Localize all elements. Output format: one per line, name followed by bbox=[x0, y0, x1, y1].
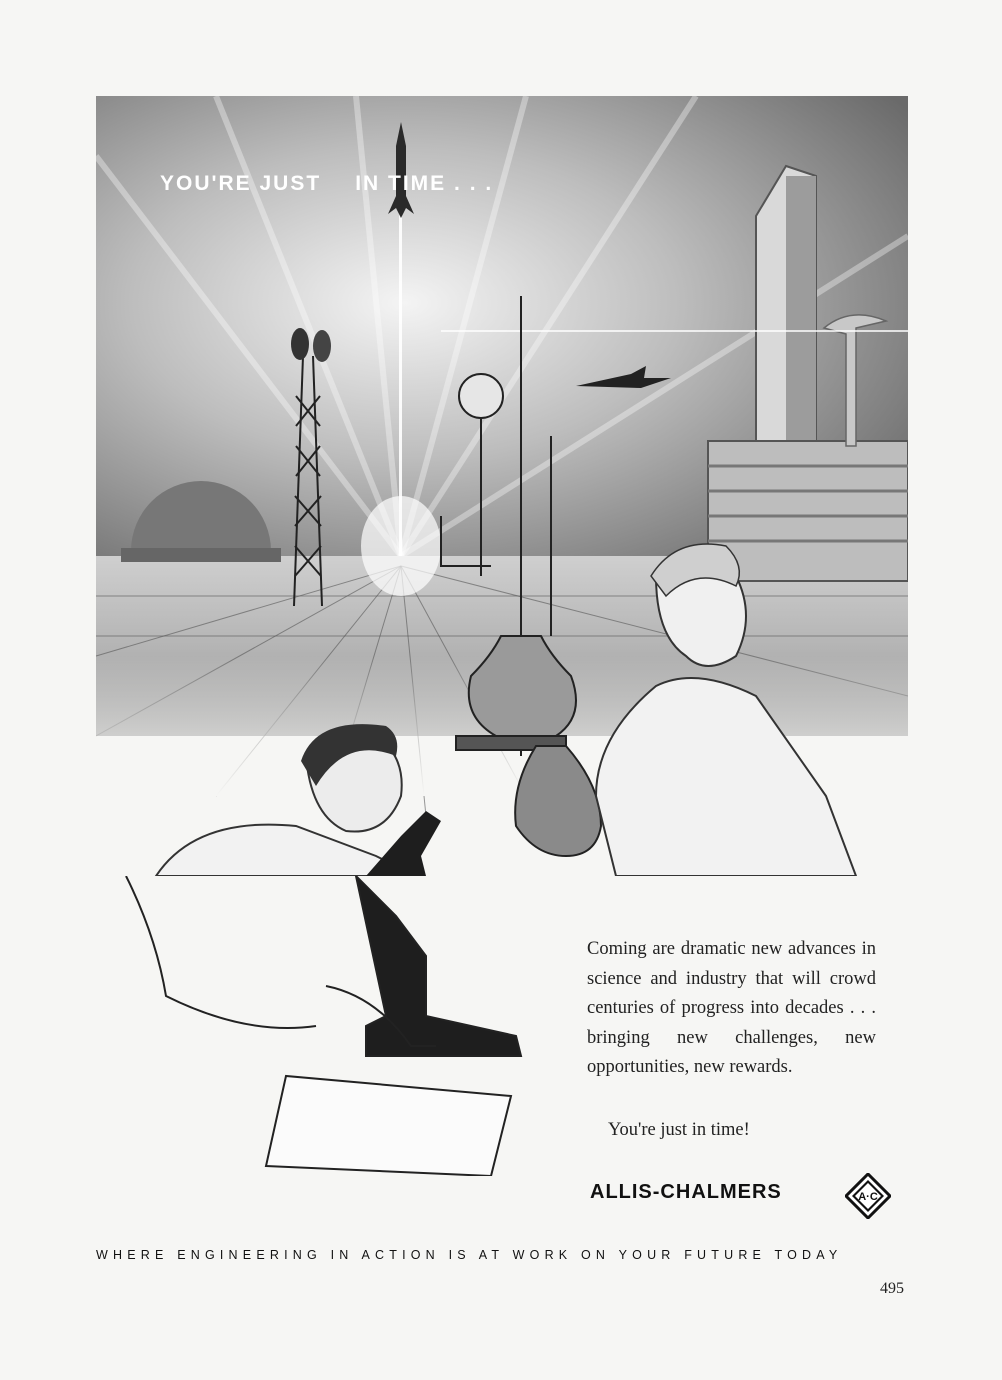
notebook bbox=[266, 1076, 511, 1176]
tagline: You're just in time! bbox=[608, 1120, 750, 1140]
headline-part1: YOU'RE JUST bbox=[160, 172, 322, 195]
logo-text: A·C bbox=[858, 1191, 878, 1203]
brand-name: ALLIS-CHALMERS bbox=[590, 1181, 782, 1203]
page-number: 495 bbox=[880, 1280, 904, 1297]
allis-chalmers-logo bbox=[845, 1173, 891, 1219]
microscope-base bbox=[356, 876, 521, 1056]
science-illustration bbox=[96, 96, 908, 876]
headline bbox=[160, 172, 493, 196]
footer-slogan: WHERE ENGINEERING IN ACTION IS AT WORK ON YOUR FUTURE TODAY bbox=[96, 1248, 843, 1262]
illustration-svg bbox=[96, 96, 908, 876]
ac-diamond-logo-icon bbox=[845, 1173, 891, 1219]
body-copy: Coming are dramatic new advances in science and industry that will crowd centuries of progress into decades . . . bringing new challenges, new opportunities, new rewards. bbox=[587, 939, 876, 1077]
headline-part2: IN TIME . . . bbox=[355, 172, 494, 195]
illustration-lower bbox=[96, 876, 526, 1176]
